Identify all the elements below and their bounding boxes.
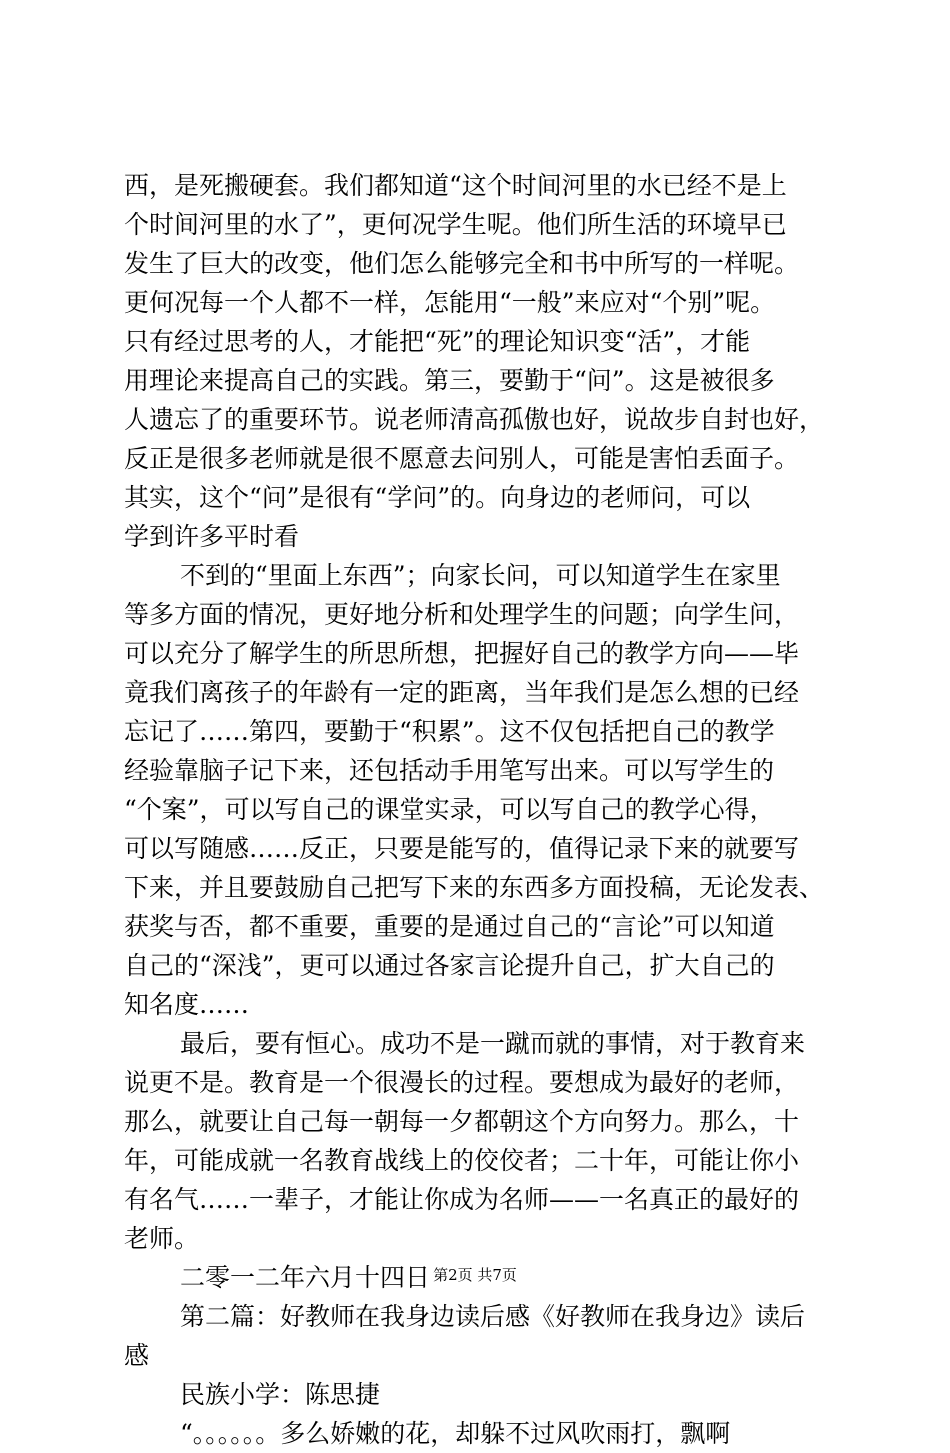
text-line: 更何况每一个人都不一样，怎能用“一般”来应对“个别”呢。 (124, 288, 776, 317)
text-line: 自己的“深浅”，更可以通过各家言论提升自己，扩大自己的 (124, 951, 775, 980)
text-line: 有名气……一辈子，才能让你成为名师——一名真正的最好的 (124, 1185, 800, 1214)
text-line: 发生了巨大的改变，他们怎么能够完全和书中所写的一样呢。 (124, 249, 800, 278)
text-line: 反正是很多老师就是很不愿意去问别人，可能是害怕丢面子。 (124, 444, 800, 473)
text-line: 民族小学：陈思捷 (180, 1380, 381, 1409)
text-line: 下来，并且要鼓励自己把写下来的东西多方面投稿，无论发表、 (124, 873, 825, 902)
text-line: 个时间河里的水了”，更何况学生呢。他们所生活的环境早已 (124, 210, 787, 239)
text-line: 用理论来提高自己的实践。第三，要勤于“问”。这是被很多 (124, 366, 775, 395)
text-line: 说更不是。教育是一个很漫长的过程。要想成为最好的老师， (124, 1068, 800, 1097)
text-line: 人遗忘了的重要环节。说老师清高孤傲也好，说故步自封也好， (124, 405, 825, 434)
text-line: 等多方面的情况，更好地分析和处理学生的问题；向学生问， (124, 600, 800, 629)
text-line: “。。。。。。多么娇嫩的花，却躲不过风吹雨打，飘啊 (180, 1419, 731, 1448)
text-line: 只有经过思考的人，才能把“死”的理论知识变“活”，才能 (124, 327, 751, 356)
text-line: “个案”，可以写自己的课堂实录，可以写自己的教学心得， (124, 795, 775, 824)
text-line: 其实，这个“问”是很有“学问”的。向身边的老师问，可以 (124, 483, 751, 512)
text-line: 学到许多平时看 (124, 522, 300, 551)
text-line: 可以充分了解学生的所思所想，把握好自己的教学方向——毕 (124, 639, 800, 668)
text-line: 竟我们离孩子的年龄有一定的距离，当年我们是怎么想的已经 (124, 678, 800, 707)
body-text (124, 166, 844, 1453)
text-line: 二零一二年六月十四日 (180, 1263, 431, 1292)
text-line: 第二篇：好教师在我身边读后感《好教师在我身边》读后 (180, 1302, 806, 1331)
text-line: 不到的“里面上东西”；向家长问，可以知道学生在家里 (180, 561, 781, 590)
text-line: 获奖与否，都不重要，重要的是通过自己的“言论”可以知道 (124, 912, 775, 941)
page-footer: 第2页 共7页 (433, 1266, 517, 1284)
text-line: 知名度…… (124, 990, 250, 1019)
text-line: 可以写随感……反正，只要是能写的，值得记录下来的就要写 (124, 834, 800, 863)
text-line: 那么，就要让自己每一朝每一夕都朝这个方向努力。那么，十 (124, 1107, 800, 1136)
text-line: 年，可能成就一名教育战线上的佼佼者；二十年，可能让你小 (124, 1146, 800, 1175)
text-line: 忘记了……第四，要勤于“积累”。这不仅包括把自己的教学 (124, 717, 775, 746)
text-line: 西，是死搬硬套。我们都知道“这个时间河里的水已经不是上 (124, 171, 787, 200)
text-line: 经验靠脑子记下来，还包括动手用笔写出来。可以写学生的 (124, 756, 775, 785)
text-line: 感 (124, 1341, 150, 1370)
text-line: 老师。 (124, 1224, 200, 1253)
text-line: 最后，要有恒心。成功不是一蹴而就的事情，对于教育来 (180, 1029, 806, 1058)
